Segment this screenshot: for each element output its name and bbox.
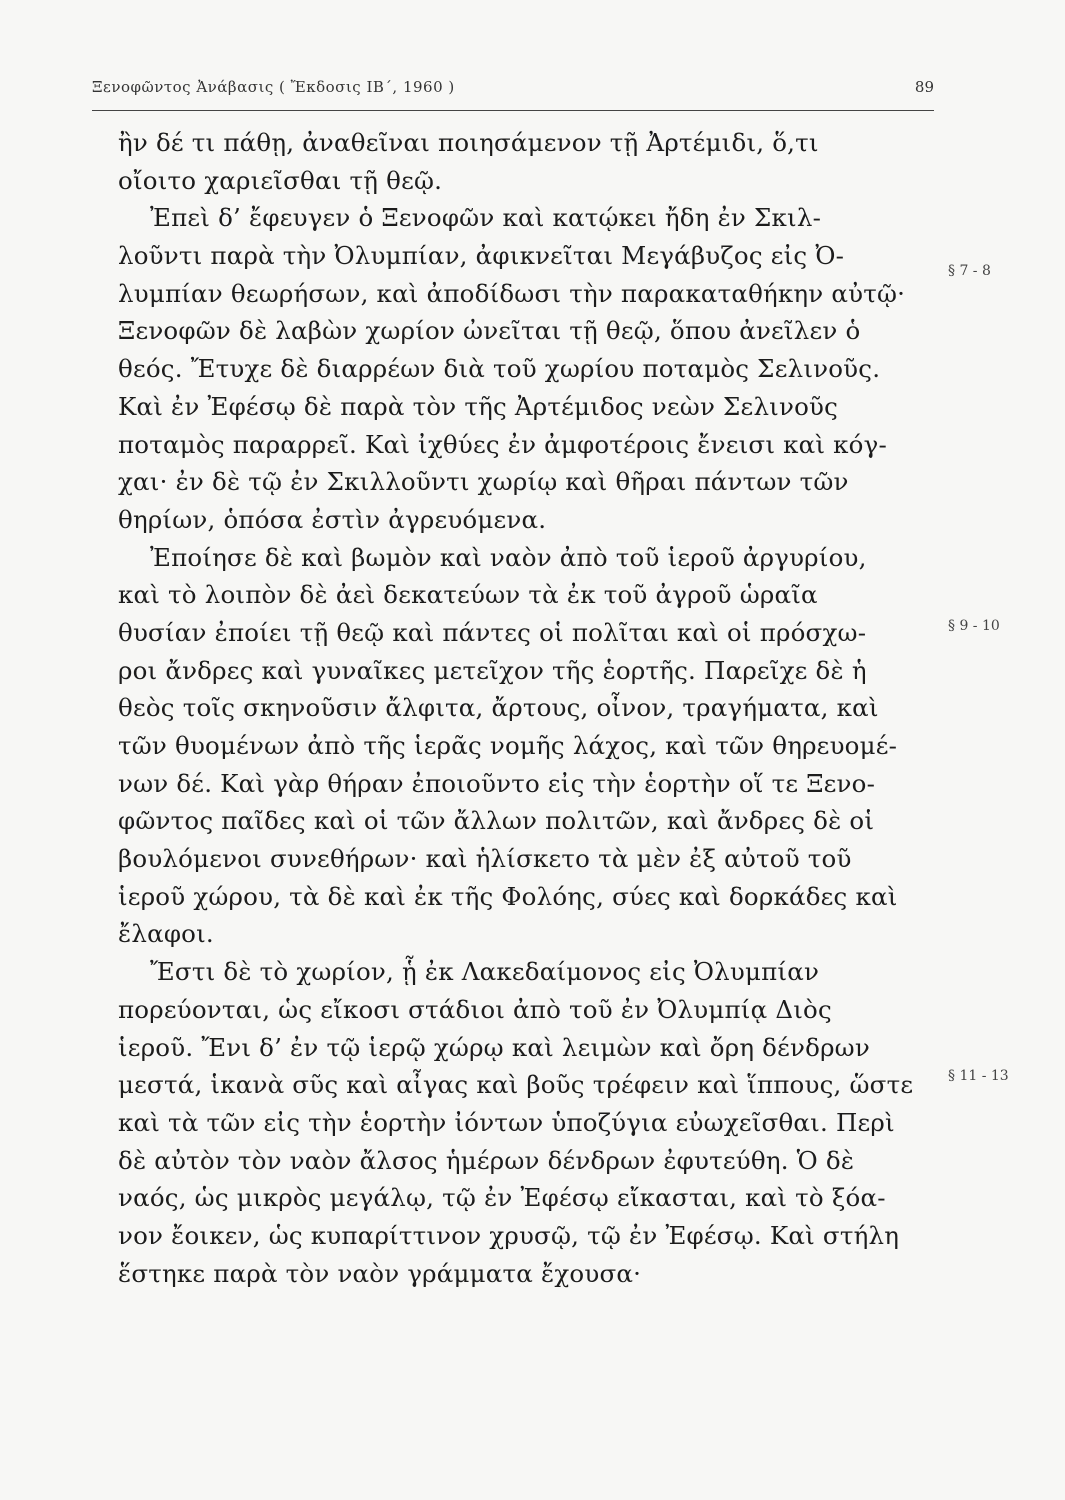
text-line: Ἐπεὶ δ’ ἔφευγεν ὁ Ξενοφῶν καὶ κατῴκει ἤδη ἐν Σκιλ- bbox=[150, 203, 822, 233]
page-number: 89 bbox=[914, 78, 934, 96]
text-line: Ἐποίησε δὲ καὶ βωμὸν καὶ ναὸν ἀπὸ τοῦ ἱεροῦ ἀργυρίου, bbox=[150, 542, 867, 572]
text-line: θεός. Ἔτυχε δὲ διαρρέων διὰ τοῦ χωρίου ποταμὸς Σελινοῦς. bbox=[118, 354, 881, 384]
text-line: ἱεροῦ χώρου, τὰ δὲ καὶ ἐκ τῆς Φολόης, σύες καὶ δορκάδες καὶ bbox=[118, 881, 898, 911]
text-line: ροι ἄνδρες καὶ γυναῖκες μετεῖχον τῆς ἑορτῆς. Παρεῖχε δὲ ἡ bbox=[118, 655, 867, 685]
body-text bbox=[118, 124, 948, 1292]
text-line: φῶντος παῖδες καὶ οἱ τῶν ἄλλων πολιτῶν, καὶ ἄνδρες δὲ οἱ bbox=[118, 806, 875, 836]
section-ref: § 11 - 13 bbox=[948, 1068, 1009, 1084]
text-line: καὶ τὸ λοιπὸν δὲ ἀεὶ δεκατεύων τὰ ἐκ τοῦ ἀγροῦ ὡραῖα bbox=[118, 580, 818, 610]
text-line: ναός, ὡς μικρὸς μεγάλῳ, τῷ ἐν Ἐφέσῳ εἴκασται, καὶ τὸ ξόα- bbox=[118, 1183, 886, 1213]
text-line: ἢν δέ τι πάθῃ, ἀναθεῖναι ποιησάμενον τῇ Ἀρτέμιδι, ὅ,τι bbox=[118, 128, 819, 157]
text-line: ποταμὸς παραρρεῖ. Καὶ ἰχθύες ἐν ἀμφοτέροις ἔνεισι καὶ κόγ- bbox=[118, 429, 887, 459]
section-ref: § 9 - 10 bbox=[948, 618, 1000, 634]
text-line: λοῦντι παρὰ τὴν Ὀλυμπίαν, ἀφικνεῖται Μεγάβυζος εἰς Ὀ- bbox=[118, 241, 845, 271]
text-line: Ἔστι δὲ τὸ χωρίον, ᾗ ἐκ Λακεδαίμονος εἰς Ὀλυμπίαν bbox=[150, 957, 820, 987]
text-line: Καὶ ἐν Ἐφέσῳ δὲ παρὰ τὸν τῆς Ἀρτέμιδος νεὼν Σελινοῦς bbox=[118, 391, 839, 421]
text-line: μεστά, ἱκανὰ σῦς καὶ αἶγας καὶ βοῦς τρέφειν καὶ ἵππους, ὥστε bbox=[118, 1070, 914, 1100]
text-line: θηρίων, ὁπόσα ἐστὶν ἀγρευόμενα. bbox=[118, 504, 547, 534]
text-line: δὲ αὐτὸν τὸν ναὸν ἄλσος ἡμέρων δένδρων ἐφυτεύθη. Ὁ δὲ bbox=[118, 1145, 855, 1175]
text-line: νων δέ. Καὶ γὰρ θήραν ἐποιοῦντο εἰς τὴν ἑορτὴν οἵ τε Ξενο- bbox=[118, 768, 876, 798]
text-line: νον ἔοικεν, ὡς κυπαρίττινον χρυσῷ, τῷ ἐν Ἐφέσῳ. Καὶ στήλη bbox=[118, 1220, 900, 1250]
text-line: θυσίαν ἐποίει τῇ θεῷ καὶ πάντες οἱ πολῖται καὶ οἱ πρόσχω- bbox=[118, 617, 867, 647]
text-line: τῶν θυομένων ἀπὸ τῆς ἱερᾶς νομῆς λάχος, καὶ τῶν θηρευομέ- bbox=[118, 731, 898, 760]
header-title: Ξενοφῶντος Ἀνάβασις ( Ἔκδοσις ΙΒ΄, 1960 ) bbox=[92, 78, 455, 96]
text-line: λυμπίαν θεωρήσων, καὶ ἀποδίδωσι τὴν παρακαταθήκην αὐτῷ· bbox=[118, 278, 906, 308]
text-line: πορεύονται, ὡς εἴκοσι στάδιοι ἀπὸ τοῦ ἐν Ὀλυμπίᾳ Διὸς bbox=[118, 994, 832, 1024]
header-rule bbox=[92, 110, 934, 111]
text-line: Ξενοφῶν δὲ λαβὼν χωρίον ὠνεῖται τῇ θεῷ, ὅπου ἀνεῖλεν ὁ bbox=[118, 316, 861, 346]
section-ref: § 7 - 8 bbox=[948, 263, 991, 279]
text-line: ἱεροῦ. Ἔνι δ’ ἐν τῷ ἱερῷ χώρῳ καὶ λειμὼν καὶ ὄρη δένδρων bbox=[118, 1032, 870, 1062]
text-line: θεὸς τοῖς σκηνοῦσιν ἄλφιτα, ἄρτους, οἶνον, τραγήματα, καὶ bbox=[118, 693, 879, 723]
text-line: ἕστηκε παρὰ τὸν ναὸν γράμματα ἔχουσα· bbox=[118, 1258, 642, 1288]
text-line: καὶ τὰ τῶν εἰς τὴν ἑορτὴν ἰόντων ὑποζύγια εὐωχεῖσθαι. Περὶ bbox=[118, 1107, 895, 1137]
running-header bbox=[92, 78, 934, 106]
text-line: οἴοιτο χαριεῖσθαι τῇ θεῷ. bbox=[118, 165, 443, 195]
text-line: βουλόμενοι συνεθήρων· καὶ ἡλίσκετο τὰ μὲν ἐξ αὐτοῦ τοῦ bbox=[118, 844, 852, 874]
text-line: χαι· ἐν δὲ τῷ ἐν Σκιλλοῦντι χωρίῳ καὶ θῆραι πάντων τῶν bbox=[118, 467, 849, 497]
text-line: ἔλαφοι. bbox=[118, 919, 214, 949]
